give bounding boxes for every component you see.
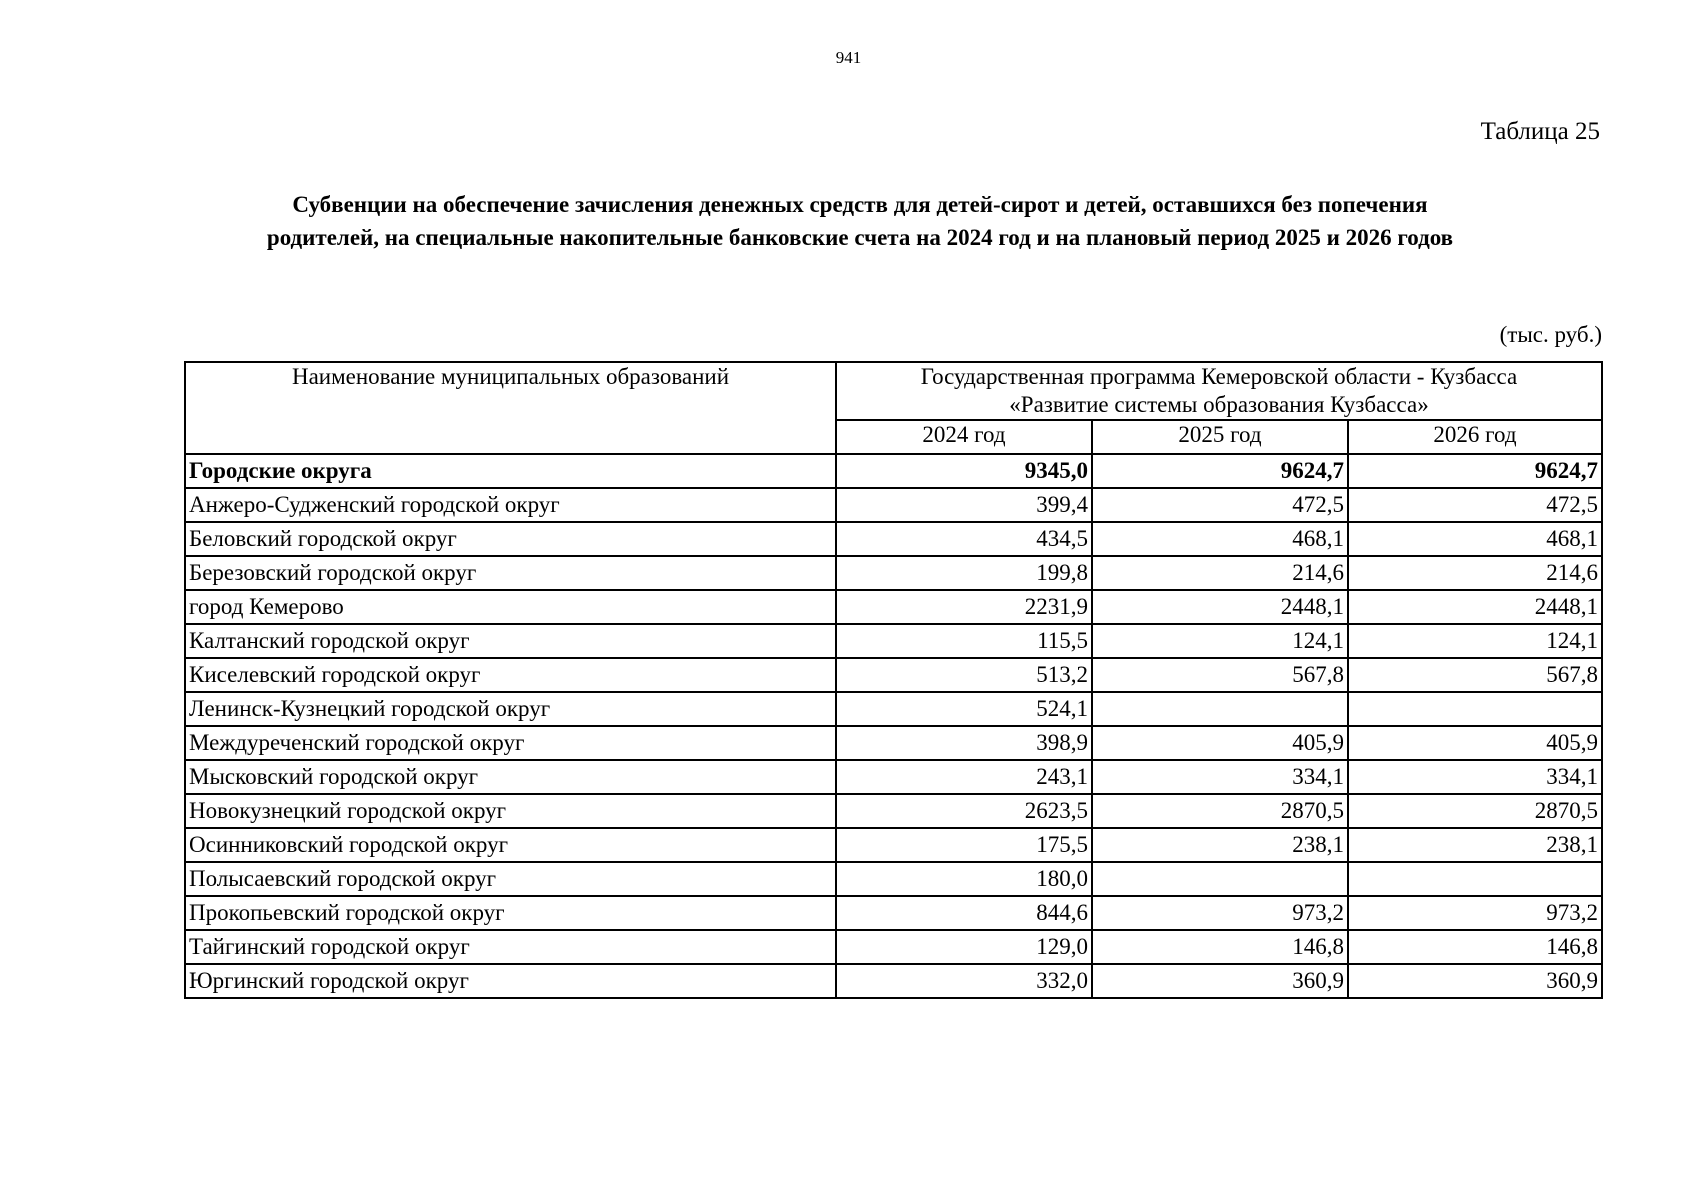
municipality-name-cell: Новокузнецкий городской округ <box>185 794 836 828</box>
year-2025-header: 2025 год <box>1092 420 1348 454</box>
municipality-name-cell: Осинниковский городской округ <box>185 828 836 862</box>
table-row <box>185 862 1602 896</box>
table-row <box>185 556 1602 590</box>
program-column-header <box>836 362 1602 420</box>
document-title <box>150 188 1570 254</box>
value-2024-cell: 398,9 <box>836 726 1092 760</box>
value-2025-cell: 567,8 <box>1092 658 1348 692</box>
subventions-table <box>184 361 1603 999</box>
value-2026-cell: 214,6 <box>1348 556 1602 590</box>
value-2024-cell: 2231,9 <box>836 590 1092 624</box>
table-row <box>185 590 1602 624</box>
value-2025-cell: 2448,1 <box>1092 590 1348 624</box>
title-line-2: родителей, на специальные накопительные банковские счета на 2024 год и на плановый период 2025 и 2026 годов <box>266 225 1454 250</box>
value-2025-cell: 238,1 <box>1092 828 1348 862</box>
municipality-name-cell: Беловский городской округ <box>185 522 836 556</box>
value-2026-cell: 2870,5 <box>1348 794 1602 828</box>
table-row <box>185 488 1602 522</box>
value-2026-cell <box>1348 862 1602 896</box>
value-2024-cell: 844,6 <box>836 896 1092 930</box>
value-2025-cell: 360,9 <box>1092 964 1348 998</box>
value-2025-cell: 214,6 <box>1092 556 1348 590</box>
value-2026-cell: 973,2 <box>1348 896 1602 930</box>
table-row <box>185 760 1602 794</box>
value-2026-cell <box>1348 692 1602 726</box>
total-2026-cell: 9624,7 <box>1348 454 1602 488</box>
municipality-name-cell: Анжеро-Судженский городской округ <box>185 488 836 522</box>
title-line-1: Субвенции на обеспечение зачисления денежных средств для детей-сирот и детей, оставшихся без попечения <box>292 192 1428 217</box>
value-2026-cell: 472,5 <box>1348 488 1602 522</box>
municipality-name-cell: Юргинский городской округ <box>185 964 836 998</box>
value-2026-cell: 2448,1 <box>1348 590 1602 624</box>
value-2025-cell: 146,8 <box>1092 930 1348 964</box>
value-2025-cell: 405,9 <box>1092 726 1348 760</box>
program-header-line-1: Государственная программа Кемеровской области - Кузбасса <box>920 364 1518 389</box>
value-2024-cell: 524,1 <box>836 692 1092 726</box>
year-2024-header: 2024 год <box>836 420 1092 454</box>
value-2026-cell: 468,1 <box>1348 522 1602 556</box>
value-2024-cell: 332,0 <box>836 964 1092 998</box>
value-2024-cell: 115,5 <box>836 624 1092 658</box>
value-2025-cell: 468,1 <box>1092 522 1348 556</box>
value-2026-cell: 124,1 <box>1348 624 1602 658</box>
value-2024-cell: 199,8 <box>836 556 1092 590</box>
municipality-name-cell: Тайгинский городской округ <box>185 930 836 964</box>
table-row <box>185 828 1602 862</box>
municipality-name-cell: Полысаевский городской округ <box>185 862 836 896</box>
table-row <box>185 726 1602 760</box>
value-2025-cell: 334,1 <box>1092 760 1348 794</box>
municipality-name-cell: Междуреченский городской округ <box>185 726 836 760</box>
page-number: 941 <box>835 48 862 67</box>
value-2025-cell: 2870,5 <box>1092 794 1348 828</box>
value-2024-cell: 513,2 <box>836 658 1092 692</box>
year-2026-header: 2026 год <box>1348 420 1602 454</box>
total-2025-cell: 9624,7 <box>1092 454 1348 488</box>
municipality-name-cell: Березовский городской округ <box>185 556 836 590</box>
table-row <box>185 692 1602 726</box>
header-row <box>185 362 1602 420</box>
municipality-name-cell: город Кемерово <box>185 590 836 624</box>
value-2026-cell: 146,8 <box>1348 930 1602 964</box>
value-2026-cell: 567,8 <box>1348 658 1602 692</box>
total-name-cell: Городские округа <box>185 454 836 488</box>
table-row <box>185 624 1602 658</box>
value-2026-cell: 360,9 <box>1348 964 1602 998</box>
value-2024-cell: 2623,5 <box>836 794 1092 828</box>
table-row <box>185 658 1602 692</box>
value-2024-cell: 175,5 <box>836 828 1092 862</box>
value-2024-cell: 434,5 <box>836 522 1092 556</box>
value-2026-cell: 334,1 <box>1348 760 1602 794</box>
value-2024-cell: 399,4 <box>836 488 1092 522</box>
municipality-name-cell: Киселевский городской округ <box>185 658 836 692</box>
value-2026-cell: 405,9 <box>1348 726 1602 760</box>
value-2025-cell <box>1092 862 1348 896</box>
municipality-name-cell: Прокопьевский городской округ <box>185 896 836 930</box>
municipality-name-cell: Мысковский городской округ <box>185 760 836 794</box>
total-row <box>185 454 1602 488</box>
municipality-name-cell: Ленинск-Кузнецкий городской округ <box>185 692 836 726</box>
value-2024-cell: 129,0 <box>836 930 1092 964</box>
value-2024-cell: 180,0 <box>836 862 1092 896</box>
table-body <box>185 454 1602 998</box>
value-2025-cell: 124,1 <box>1092 624 1348 658</box>
table-row <box>185 930 1602 964</box>
table-row <box>185 522 1602 556</box>
table-row <box>185 794 1602 828</box>
value-2025-cell: 472,5 <box>1092 488 1348 522</box>
municipality-column-header: Наименование муниципальных образований <box>185 362 836 454</box>
value-2025-cell <box>1092 692 1348 726</box>
table-label: Таблица 25 <box>1480 118 1600 145</box>
table-row <box>185 964 1602 998</box>
value-2024-cell: 243,1 <box>836 760 1092 794</box>
units-label: (тыс. руб.) <box>1499 322 1602 347</box>
value-2026-cell: 238,1 <box>1348 828 1602 862</box>
municipality-name-cell: Калтанский городской округ <box>185 624 836 658</box>
program-header-line-2: «Развитие системы образования Кузбасса» <box>1009 392 1429 417</box>
value-2025-cell: 973,2 <box>1092 896 1348 930</box>
table-row <box>185 896 1602 930</box>
total-2024-cell: 9345,0 <box>836 454 1092 488</box>
